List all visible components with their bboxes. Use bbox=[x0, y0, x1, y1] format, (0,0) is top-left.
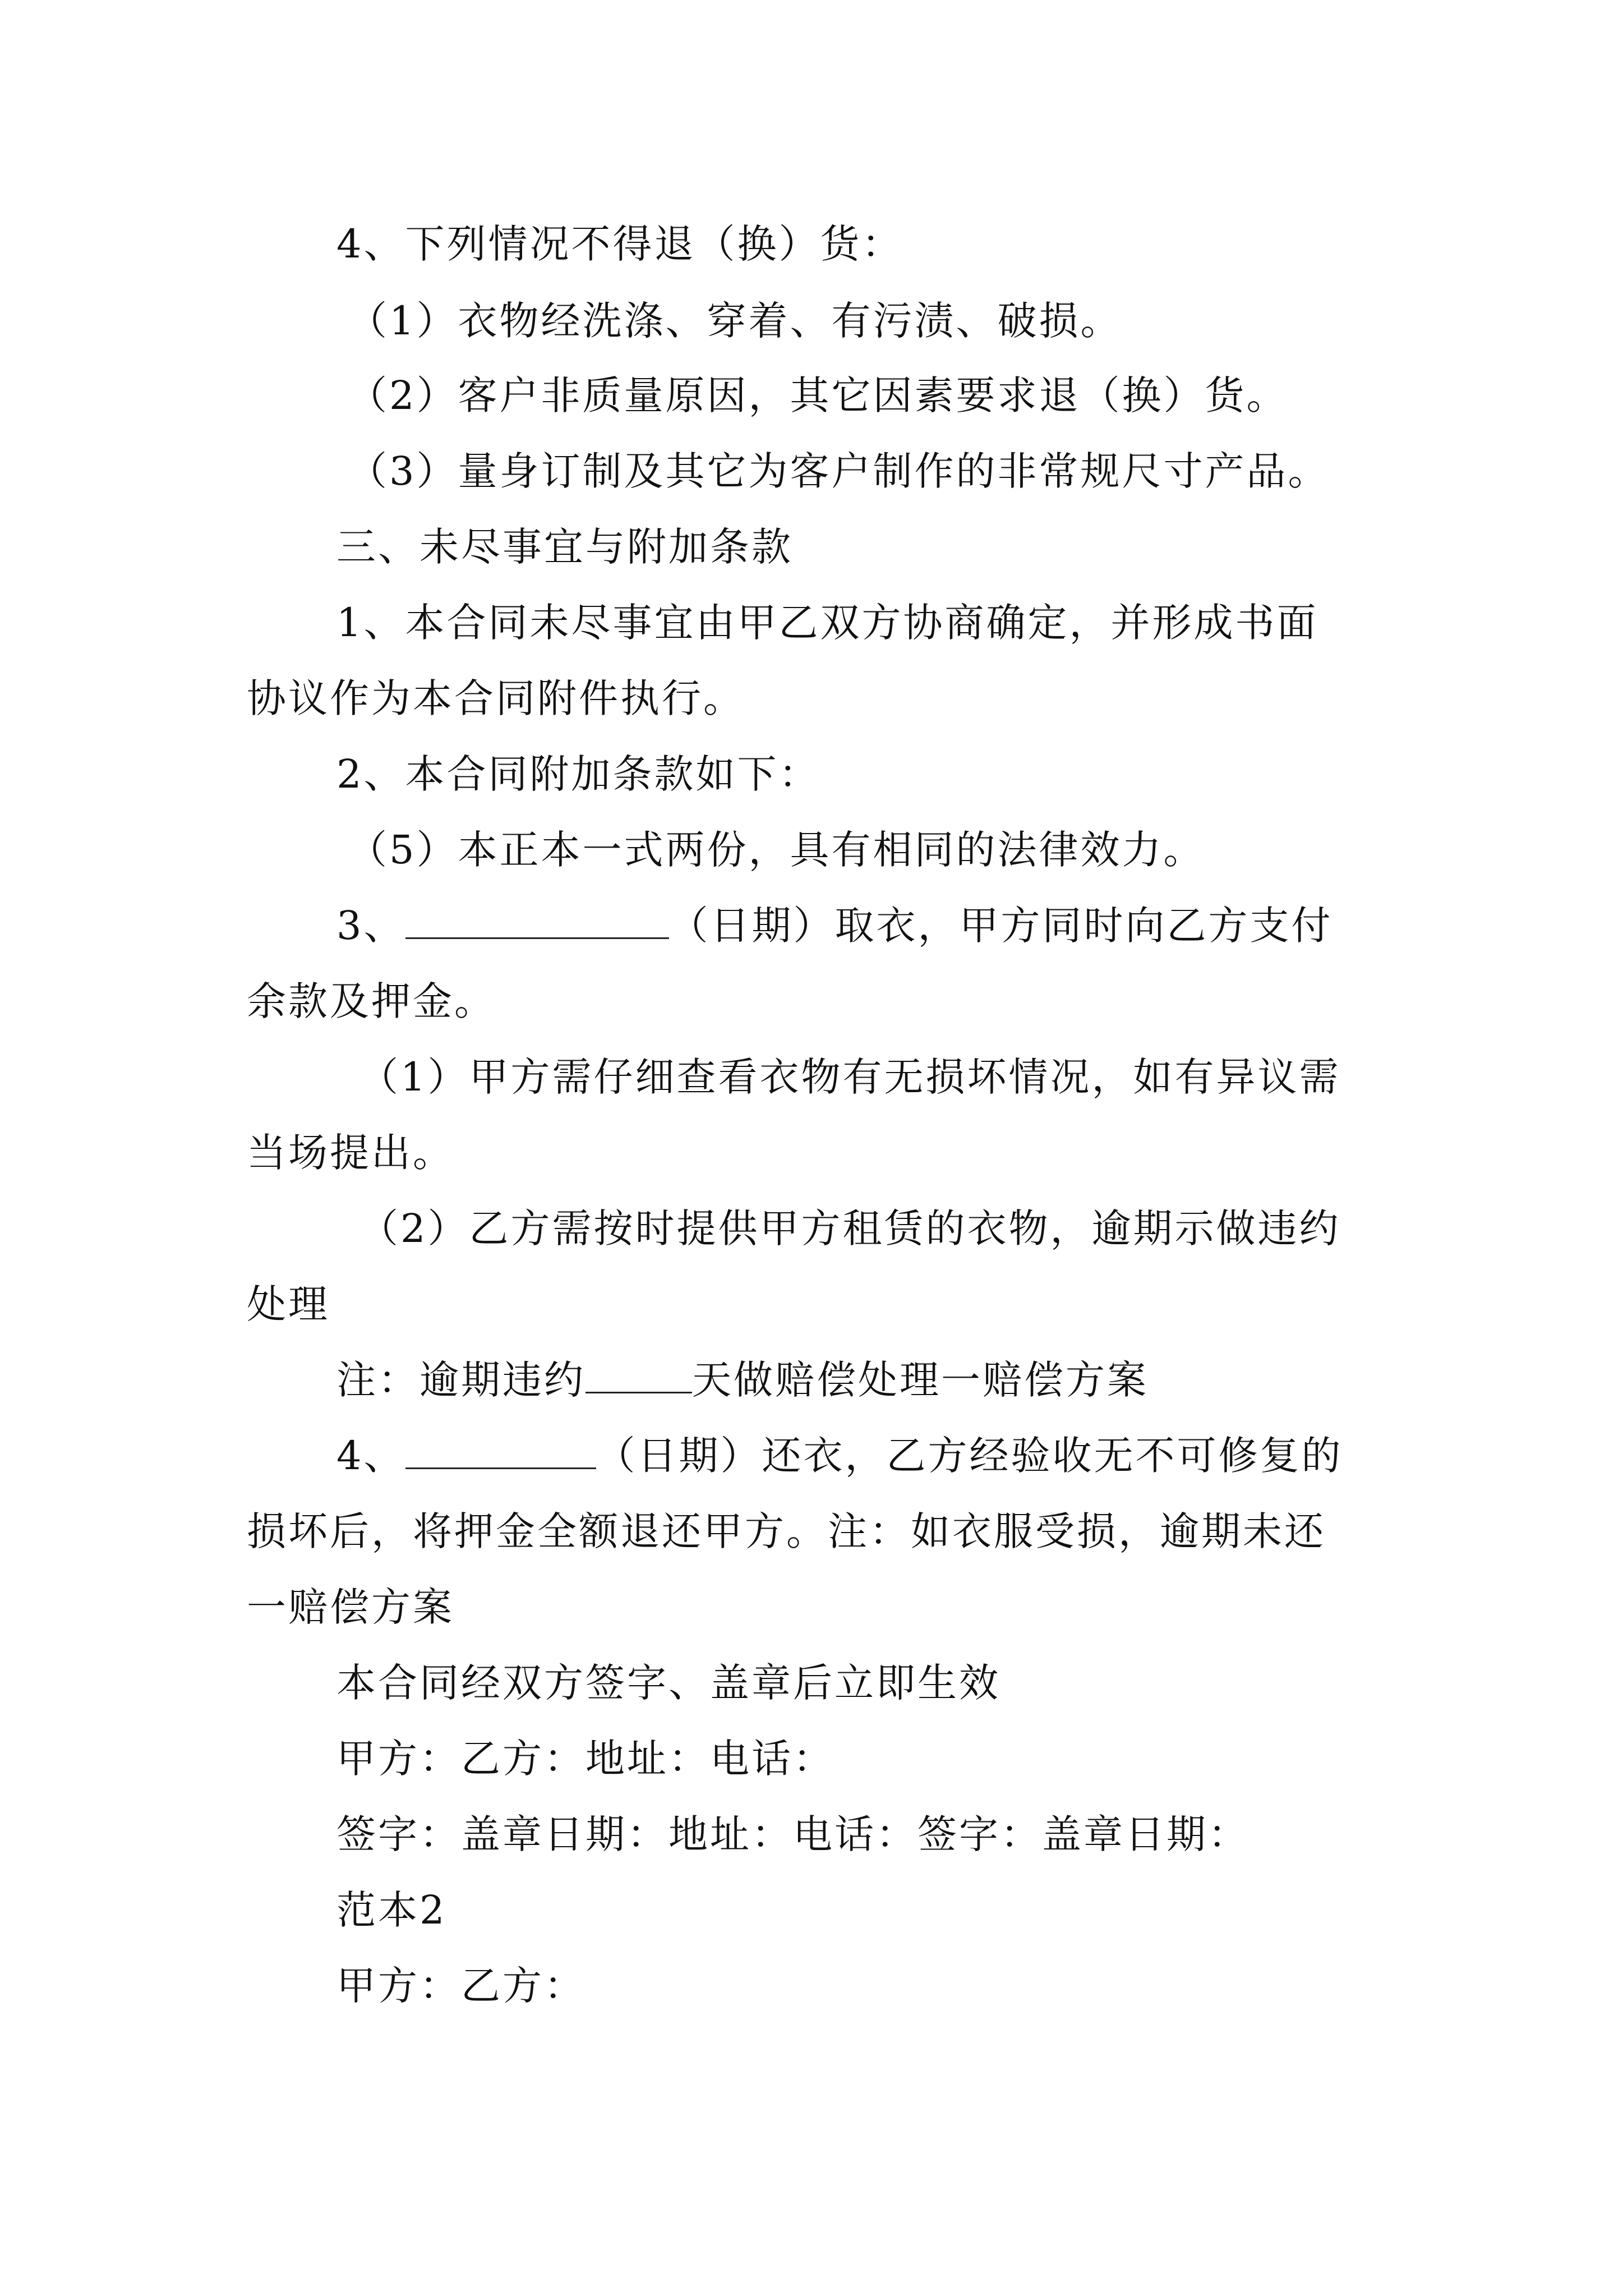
overdue-note bbox=[336, 1358, 1149, 1402]
clause-4-number: 4、 bbox=[336, 1433, 405, 1479]
template-2-parties: 甲方：乙方： bbox=[336, 1963, 585, 2009]
return-date-blank bbox=[405, 1434, 596, 1469]
clause-3-number: 3、 bbox=[336, 903, 405, 949]
section-3-clause-4-line-1 bbox=[336, 1433, 1343, 1478]
clause-4-item-1: （1）衣物经洗涤、穿着、有污渍、破损。 bbox=[348, 298, 1122, 344]
section-3-clause-2: 2、本合同附加条款如下： bbox=[336, 751, 820, 797]
clause-4-item-2: （2）客户非质量原因，其它因素要求退（换）货。 bbox=[348, 372, 1288, 418]
clause-3-item-1-line-2: 当场提出。 bbox=[247, 1130, 454, 1176]
overdue-note-suffix: 天做赔偿处理一赔偿方案 bbox=[692, 1357, 1149, 1403]
overdue-days-blank bbox=[585, 1358, 692, 1393]
section-3-clause-1-line-1: 1、本合同未尽事宜由甲乙双方协商确定，并形成书面 bbox=[336, 600, 1318, 646]
clause-4-item-3: （3）量身订制及其它为客户制作的非常规尺寸产品。 bbox=[348, 448, 1330, 494]
clause-3-text: （日期）取衣，甲方同时向乙方支付 bbox=[668, 903, 1333, 949]
pickup-date-blank bbox=[405, 904, 669, 939]
clause-4-heading: 4、下列情况不得退（换）货： bbox=[336, 221, 903, 267]
section-3-heading: 三、未尽事宜与附加条款 bbox=[336, 524, 793, 570]
effective-clause: 本合同经双方签字、盖章后立即生效 bbox=[336, 1660, 1000, 1706]
section-3-clause-2-item-5: （5）本正本一式两份，具有相同的法律效力。 bbox=[348, 827, 1205, 873]
section-3-clause-4-line-2: 损坏后，将押金全额退还甲方。注：如衣服受损，逾期未还 bbox=[247, 1508, 1326, 1554]
signature-line: 签字：盖章日期：地址：电话：签字：盖章日期： bbox=[336, 1811, 1249, 1857]
template-2-heading: 范本2 bbox=[336, 1887, 447, 1933]
section-3-clause-1-line-2: 协议作为本合同附件执行。 bbox=[247, 675, 745, 721]
section-3-clause-3-line-1 bbox=[336, 903, 1333, 948]
overdue-note-prefix: 注：逾期违约 bbox=[336, 1357, 585, 1403]
clause-3-item-2-line-2: 处理 bbox=[247, 1281, 330, 1327]
clause-3-item-1-line-1: （1）甲方需仔细查看衣物有无损坏情况，如有异议需 bbox=[359, 1054, 1341, 1100]
parties-contact-line: 甲方：乙方：地址：电话： bbox=[336, 1736, 834, 1782]
clause-3-item-2-line-1: （2）乙方需按时提供甲方租赁的衣物，逾期示做违约 bbox=[359, 1205, 1341, 1251]
section-3-clause-3-line-2: 余款及押金。 bbox=[247, 978, 496, 1024]
clause-4-text: （日期）还衣，乙方经验收无不可修复的 bbox=[596, 1433, 1343, 1479]
section-3-clause-4-line-3: 一赔偿方案 bbox=[247, 1584, 454, 1630]
